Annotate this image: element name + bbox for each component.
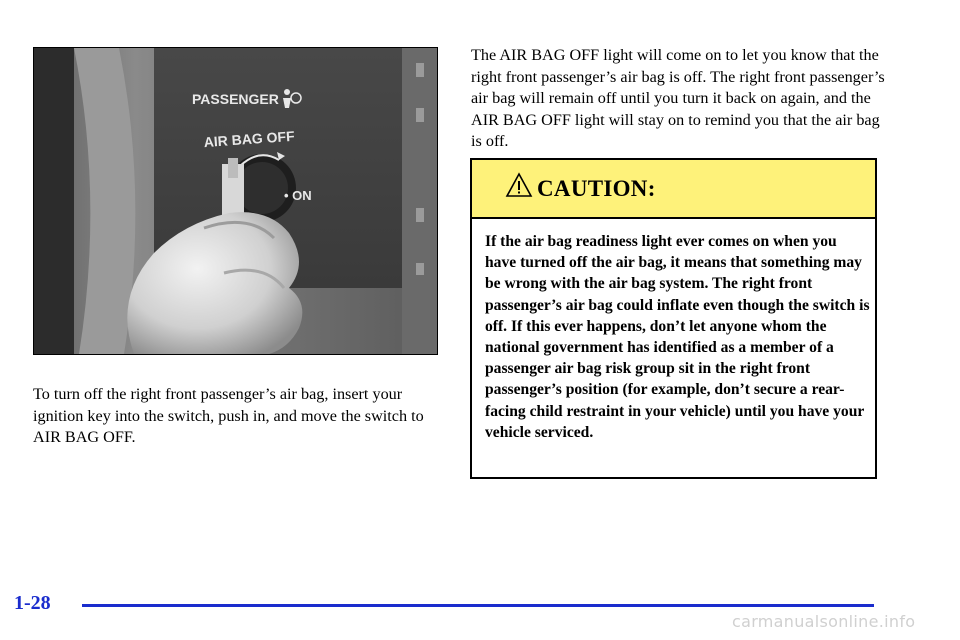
airbag-switch-photo	[33, 47, 438, 355]
airbag-switch-illustration	[34, 48, 437, 354]
body-text-left: To turn off the right front passenger’s air bag, insert your ignition key into the switch, push in, and move the switch to AIR BAG OFF.	[33, 385, 424, 446]
page-number: 1-28	[14, 592, 51, 614]
caution-box	[470, 158, 877, 479]
caution-header	[472, 160, 875, 219]
caution-title: CAUTION:	[537, 176, 656, 201]
on-label: • ON	[284, 188, 312, 203]
air-bag-off-label: AIR BAG OFF	[203, 127, 296, 151]
warning-triangle-icon	[505, 172, 533, 198]
passenger-label: PASSENGER	[192, 91, 279, 107]
footer-rule	[82, 604, 874, 607]
watermark: carmanualsonline.info	[732, 612, 916, 631]
caution-text: If the air bag readiness light ever comes on when you have turned off the air bag, it means that something may be wrong with the air bag system. The right front passenger’s air bag could inflate even though the switch is off. If this ever happens, don’t let anyone whom the national government has identified as a member of a passenger air bag risk group sit in the right front passenger’s position (for example, don’t secure a rear-facing child restraint in your vehicle) until you have your vehicle serviced.	[485, 233, 870, 441]
body-text-right: The AIR BAG OFF light will come on to let you know that the right front passenger’s air bag is off. The right front passenger’s air bag will remain off until you turn it back on again, and the AIR BAG OFF light will stay on to remind you that the air bag is off.	[471, 46, 885, 150]
